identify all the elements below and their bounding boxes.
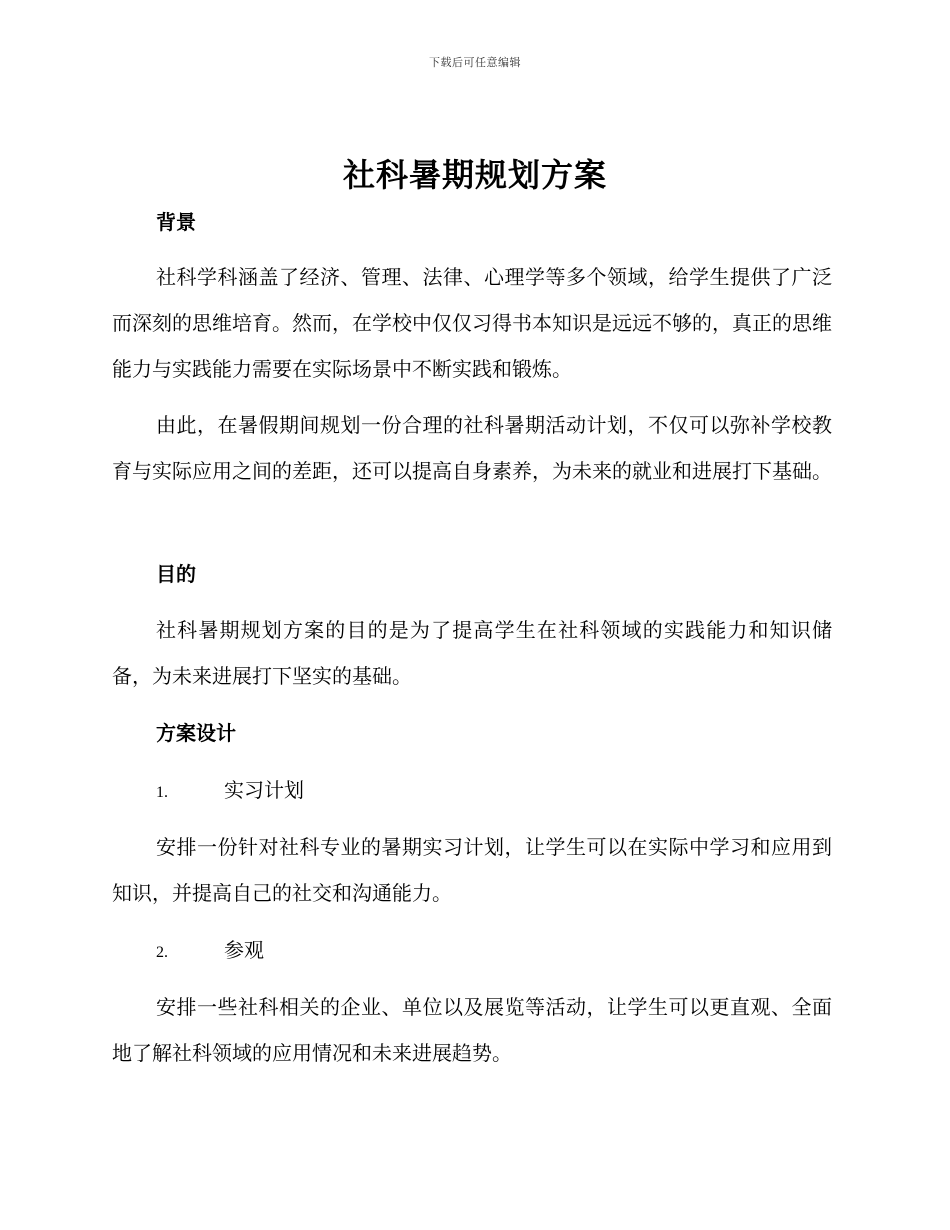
heading-purpose: 目的 — [156, 562, 196, 586]
paragraph-text: 社科暑期规划方案的目的是为了提高学生在社科领域的实践能力和知识储备，为未来进展打下坚实的基础。 — [112, 618, 832, 688]
paragraph-text: 由此，在暑假期间规划一份合理的社科暑期活动计划，不仅可以弥补学校教育与实际应用之间的差距，还可以提高自身素养，为未来的就业和进展打下基础。 — [112, 413, 832, 483]
heading-background: 背景 — [156, 210, 196, 234]
list-number: 1. — [156, 784, 168, 801]
design-item-1-paragraph — [112, 824, 832, 916]
list-item — [156, 776, 304, 807]
heading-design: 方案设计 — [156, 721, 236, 745]
background-paragraph-1 — [112, 254, 832, 392]
paragraph-text: 安排一份针对社科专业的暑期实习计划，让学生可以在实际中学习和应用到知识，并提高自己的社交和沟通能力。 — [112, 835, 832, 905]
list-label: 实习计划 — [224, 778, 304, 802]
page-title: 社科暑期规划方案 — [342, 156, 607, 194]
background-paragraph-2 — [112, 402, 832, 494]
list-number: 2. — [156, 944, 168, 961]
list-item — [156, 936, 264, 967]
design-item-2-paragraph — [112, 984, 832, 1076]
header-note: 下载后可任意编辑 — [429, 56, 521, 69]
paragraph-text: 社科学科涵盖了经济、管理、法律、心理学等多个领域，给学生提供了广泛而深刻的思维培育。然而，在学校中仅仅习得书本知识是远远不够的，真正的思维能力与实践能力需要在实际场景中不断实践和锻炼。 — [112, 265, 832, 381]
purpose-paragraph — [112, 607, 832, 699]
paragraph-text: 安排一些社科相关的企业、单位以及展览等活动，让学生可以更直观、全面地了解社科领域的应用情况和未来进展趋势。 — [112, 995, 832, 1065]
list-label: 参观 — [224, 938, 264, 962]
